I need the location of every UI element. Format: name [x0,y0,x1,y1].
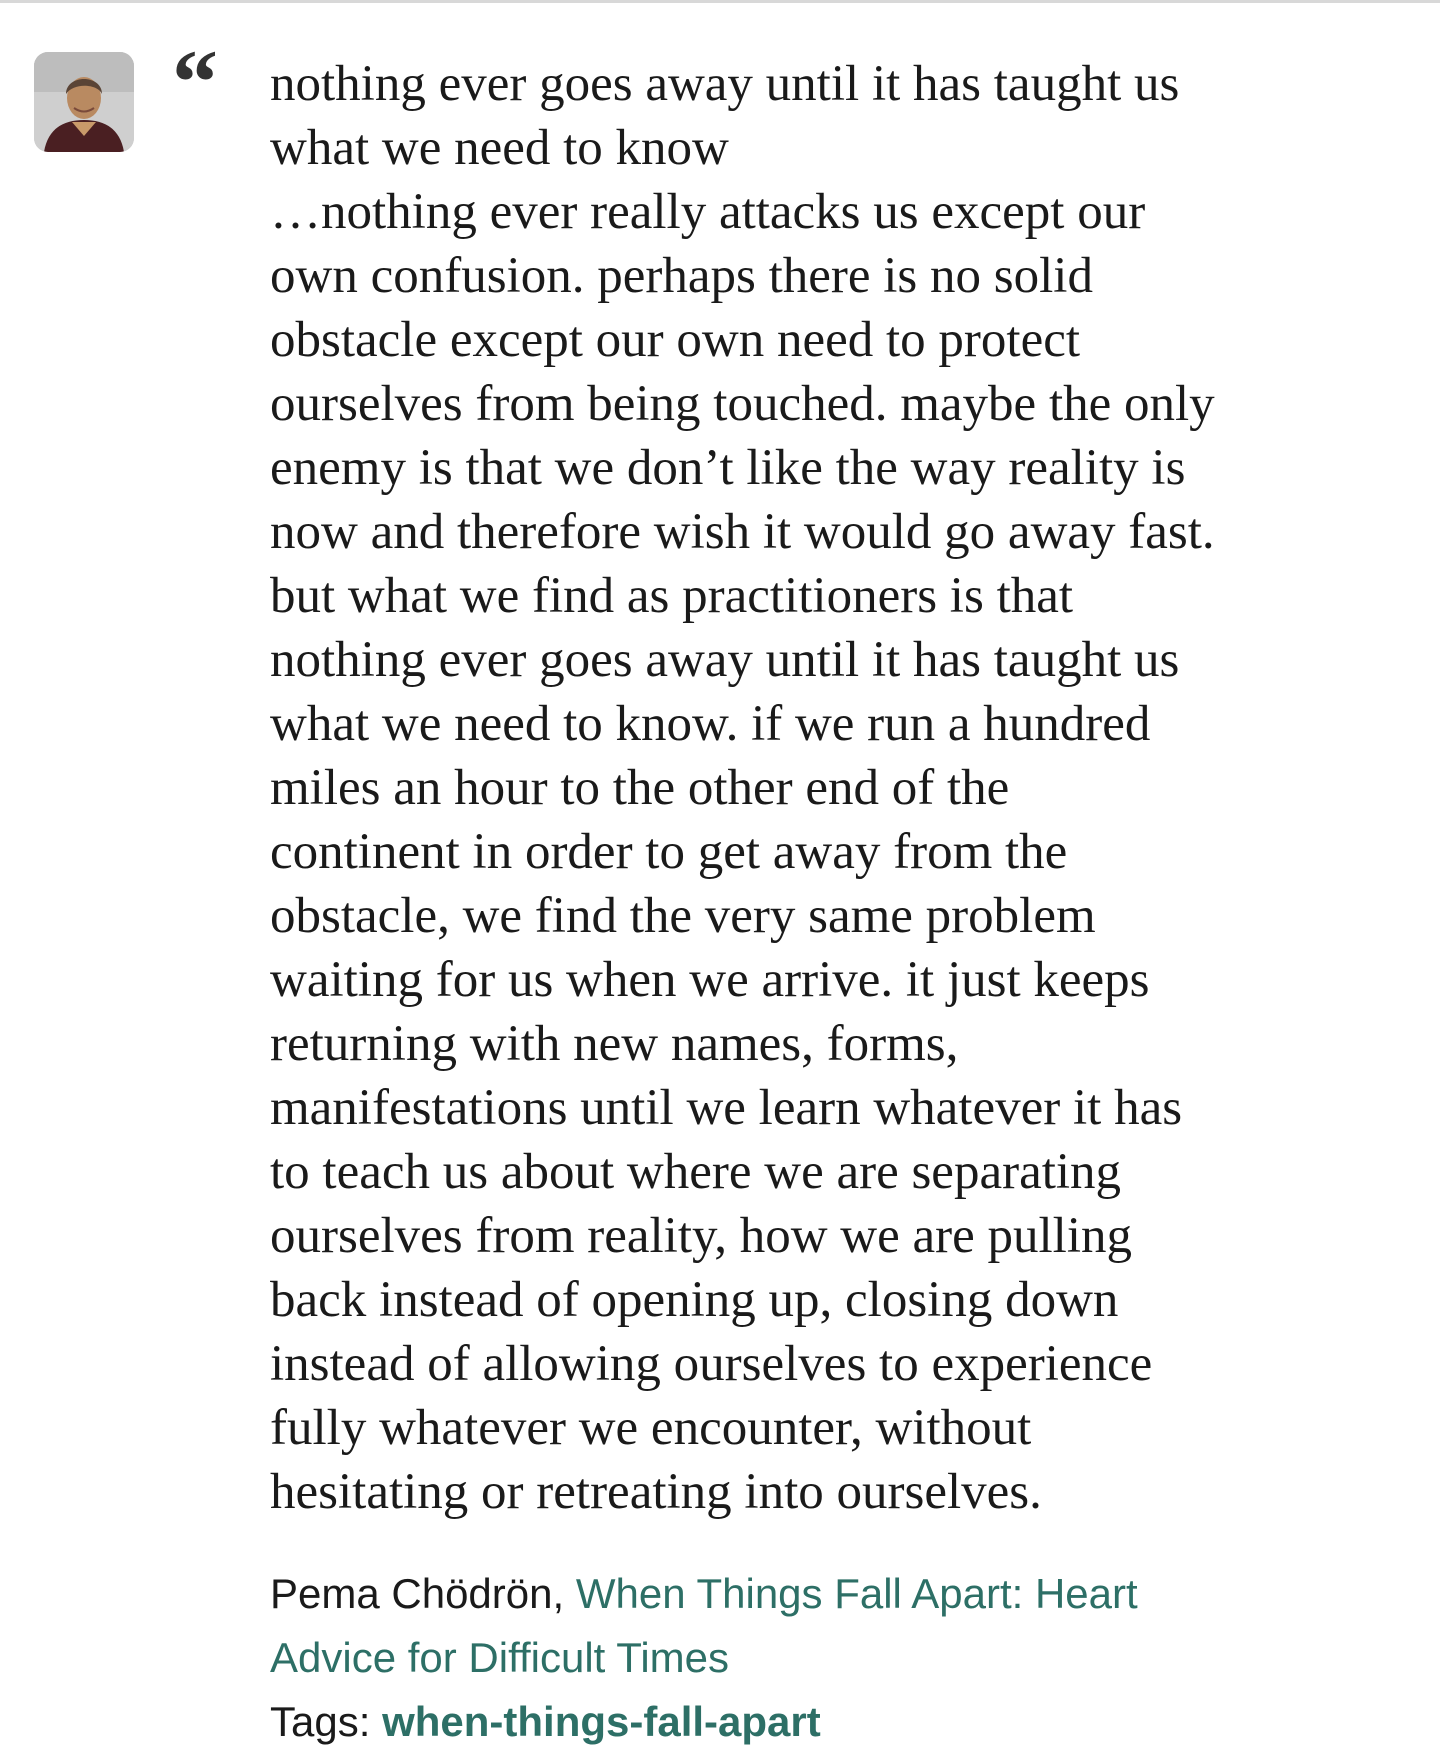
quote-line: what we need to know. if we run a hundred [270,696,1151,752]
quote-line: hesitating or retreating into ourselves. [270,1464,1042,1520]
attribution-line-2 [270,1626,1410,1690]
quote-line: …nothing ever really attacks us except our [270,184,1146,240]
tags-label: Tags: [270,1698,383,1745]
book-title-link-continued[interactable]: Advice for Difficult Times [270,1634,730,1681]
quote-line: fully whatever we encounter, without [270,1400,1032,1456]
top-divider [0,0,1440,3]
book-title-link[interactable]: When Things Fall Apart: Heart [575,1570,1138,1617]
quote-line: waiting for us when we arrive. it just keeps [270,952,1150,1008]
quote-line: now and therefore wish it would go away fast. [270,504,1215,560]
quote-line: to teach us about where we are separating [270,1144,1122,1200]
attribution-line-1 [270,1562,1410,1626]
quote-text [270,52,1410,1524]
quote-line: obstacle, we find the very same problem [270,888,1096,944]
quote-line: back instead of opening up, closing down [270,1272,1119,1328]
quote-line: continent in order to get away from the [270,824,1068,880]
quote-line: instead of allowing ourselves to experience [270,1336,1153,1392]
quote-line: ourselves from reality, how we are pulling [270,1208,1133,1264]
quote-line: returning with new names, forms, [270,1016,959,1072]
quote-attribution [270,1562,1410,1754]
tags-row [270,1690,1410,1754]
quote-line: own confusion. perhaps there is no solid [270,248,1093,304]
quote-line: what we need to know [270,120,729,176]
quote-line: ourselves from being touched. maybe the only [270,376,1215,432]
quote-line: enemy is that we don’t like the way reality is [270,440,1186,496]
quote-open-mark: “ [172,31,218,133]
quote-line: obstacle except our own need to protect [270,312,1081,368]
quote-line: nothing ever goes away until it has taught us [270,632,1180,688]
avatar-portrait-icon [34,52,134,152]
quote-line: but what we find as practitioners is that [270,568,1074,624]
tag-link[interactable]: when-things-fall-apart [382,1698,821,1745]
author-avatar[interactable] [34,52,134,152]
quote-line: nothing ever goes away until it has taught us [270,56,1180,112]
quote-line: miles an hour to the other end of the [270,760,1010,816]
quote-line: manifestations until we learn whatever it has [270,1080,1183,1136]
author-name: Pema Chödrön, [270,1570,576,1617]
